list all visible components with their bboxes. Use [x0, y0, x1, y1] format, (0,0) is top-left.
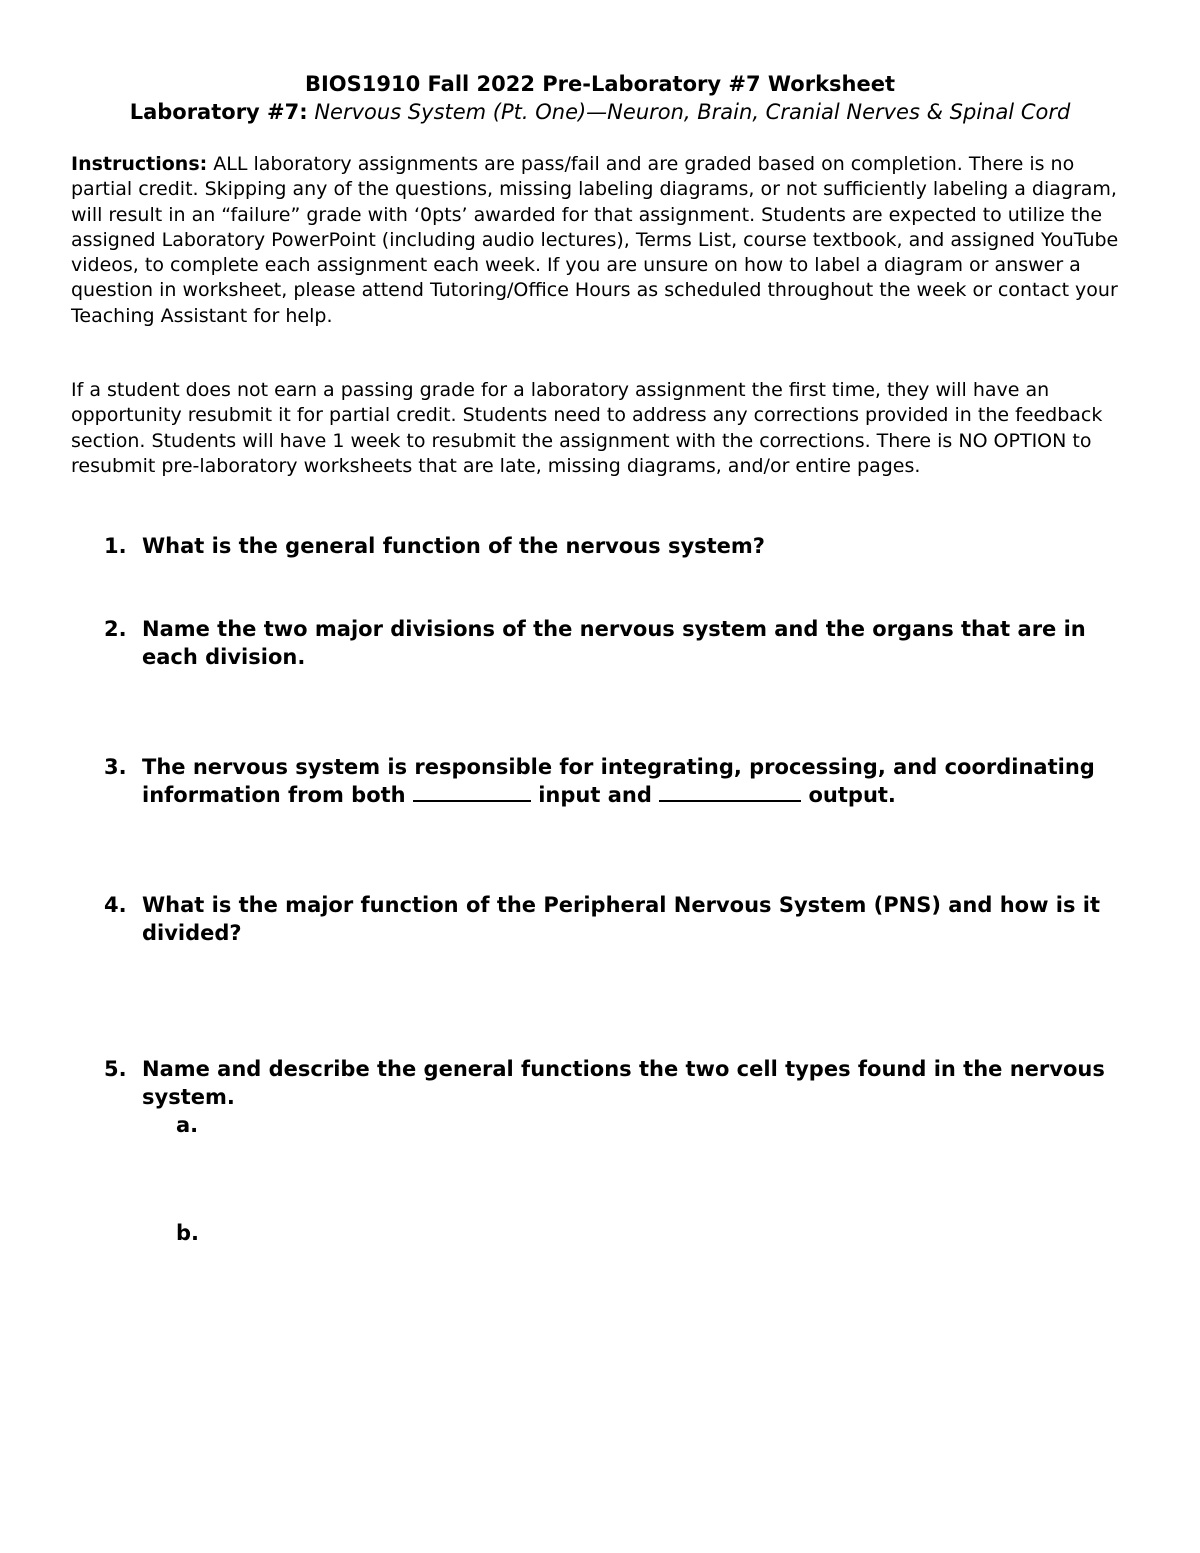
- page-title: BIOS1910 Fall 2022 Pre-Laboratory #7 Worksheet: [304, 72, 896, 96]
- question-text-part-c: output.: [808, 783, 896, 807]
- sub-item-a: a.: [176, 1113, 199, 1137]
- question-number: 5.: [104, 1057, 127, 1081]
- question-text-part-b: input and: [538, 783, 652, 807]
- question-text: Name and describe the general functions the two cell types found in the nervous system.: [142, 1057, 1105, 1109]
- question-text: What is the major function of the Peripheral Nervous System (PNS) and how is it divided?: [142, 893, 1101, 945]
- sub-item-b: b.: [176, 1221, 200, 1245]
- question-text: [142, 753, 1144, 809]
- question-2: [104, 615, 1144, 671]
- instructions-paragraph: [71, 152, 1131, 329]
- resubmit-paragraph: If a student does not earn a passing grade for a laboratory assignment the first time, they will have an opportunity resubmit it for partial credit. Students need to address any corrections provided in the feedback section. Students will have 1 week to resubmit the assignment with the corrections. There is NO OPTION to resubmit pre-laboratory worksheets that are late, missing diagrams, and/or entire pages.: [71, 379, 1103, 477]
- question-text-part-a: The nervous system is responsible for integrating, processing, and coordinating information from both: [142, 755, 1095, 807]
- question-3: [104, 753, 1144, 809]
- fill-in-blank-output[interactable]: [659, 782, 801, 802]
- instructions-body: ALL laboratory assignments are pass/fail and are graded based on completion. There is no partial credit. Skipping any of the questions, missing labeling diagrams, or not sufficiently labeling a diagram, will result in an “failure” grade with ‘0pts’ awarded for that assignment. Students are expected to utilize the assigned Laboratory PowerPoint (including audio lectures), Terms List, course textbook, and assigned YouTube videos, to complete each assignment each week. If you are unsure on how to label a diagram or answer a question in worksheet, please attend Tutoring/Office Hours as scheduled throughout the week or contact your Teaching Assistant for help.: [71, 153, 1119, 327]
- lab-label: Laboratory #7:: [129, 100, 308, 124]
- question-1: [104, 532, 1144, 560]
- question-number: 4.: [104, 893, 127, 917]
- instructions-lead: Instructions:: [71, 153, 208, 175]
- question-4: [104, 891, 1144, 947]
- question-number: 2.: [104, 617, 127, 641]
- page-subtitle: [0, 98, 1200, 126]
- question-number: 3.: [104, 755, 127, 779]
- question-text: Name the two major divisions of the nervous system and the organs that are in each division.: [142, 617, 1086, 669]
- question-number: 1.: [104, 534, 127, 558]
- question-text: What is the general function of the nervous system?: [142, 534, 765, 558]
- question-5: [104, 1055, 1144, 1111]
- lab-topic: Nervous System (Pt. One)—Neuron, Brain, Cranial Nerves & Spinal Cord: [314, 100, 1071, 124]
- fill-in-blank-input[interactable]: [413, 782, 531, 802]
